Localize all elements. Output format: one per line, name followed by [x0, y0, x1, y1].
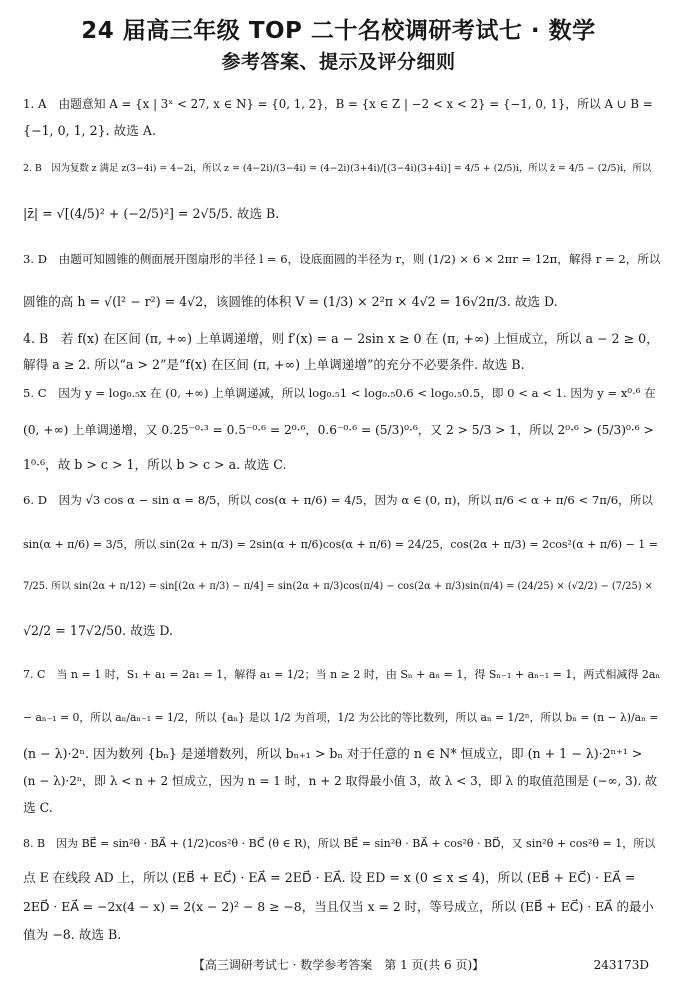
answer-line: (n − λ)·2ⁿ，即 λ < n + 2 恒成立，因为 n = 1 时，n + 2 取得最小值 3，故 λ < 3，即 λ 的取值范围是 (−∞, 3). 故	[23, 774, 658, 788]
answer-line: (0, +∞) 上单调递增，又 0.25⁻⁰·³ = 0.5⁻⁰·⁶ = 2⁰·⁶，0.6⁻⁰·⁶ = (5/3)⁰·⁶，又 2 > 5/3 > 1，所以 2⁰·⁶ > (5/3)⁰·⁶ >	[23, 423, 654, 437]
answer-line: 值为 −8. 故选 B.	[23, 927, 122, 942]
answer-line: 解得 a ≥ 2. 所以“a > 2”是“f(x) 在区间 (π, +∞) 上单调递增”的充分不必要条件. 故选 B.	[23, 357, 525, 372]
answer-line: 圆锥的高 h = √(l² − r²) = 4√2，该圆锥的体积 V = (1/3) × 2²π × 4√2 = 16√2π/3. 故选 D.	[23, 294, 558, 309]
answer-line: √2/2 = 17√2/50. 故选 D.	[23, 623, 174, 638]
answer-line: 4. B 若 f(x) 在区间 (π, +∞) 上单调递增，则 f′(x) = a − 2sin x ≥ 0 在 (π, +∞) 上恒成立，所以 a − 2 ≥ 0，	[23, 331, 659, 346]
page-title: 24 届高三年级 TOP 二十名校调研考试七 · 数学	[81, 18, 596, 44]
answer-line: {−1, 0, 1, 2}. 故选 A.	[23, 123, 156, 138]
answer-line: 2ED⃗ · EA⃗ = −2x(4 − x) = 2(x − 2)² − 8 ≥ −8，当且仅当 x = 2 时，等号成立，所以 (EB⃗ + EC⃗) · EA⃗ 的最小	[23, 899, 654, 914]
document-code: 243173D	[593, 958, 649, 972]
answer-line: 5. C 因为 y = log₀.₅x 在 (0, +∞) 上单调递减，所以 log₀.₅1 < log₀.₅0.6 < log₀.₅0.5，即 0 < a < 1. 因为 y = x⁰·⁶ 在	[23, 386, 656, 400]
answer-line: 选 C.	[23, 800, 53, 815]
page-subtitle: 参考答案、提示及评分细则	[221, 51, 456, 73]
answer-line: 6. D 因为 √3 cos α − sin α = 8/5，所以 cos(α + π/6) = 4/5，因为 α ∈ (0, π)，所以 π/6 < α + π/6 < 7π/6，所以	[23, 493, 653, 507]
answer-line: 3. D 由题可知圆锥的侧面展开图扇形的半径 l = 6，设底面圆的半径为 r，则 (1/2) × 6 × 2πr = 12π，解得 r = 2，所以	[23, 252, 661, 266]
answer-line: |z̄| = √[(4/5)² + (−2/5)²] = 2√5/5. 故选 B.	[23, 206, 280, 221]
answer-line: 7/25. 所以 sin(2α + π/12) = sin[(2α + π/3) − π/4] = sin(2α + π/3)cos(π/4) − cos(2α + π/3)sin(π/4) = (24/25) × (√2/2) − (7/25) ×	[23, 581, 653, 592]
answer-line: 1⁰·⁶，故 b > c > 1，所以 b > c > a. 故选 C.	[23, 457, 287, 472]
answer-line: 7. C 当 n = 1 时，S₁ + a₁ = 2a₁ = 1，解得 a₁ = 1/2；当 n ≥ 2 时，由 Sₙ + aₙ = 1，得 Sₙ₋₁ + aₙ₋₁ = 1，两式相减得 2aₙ	[23, 668, 661, 681]
answer-line: 2. B 因为复数 z 满足 z(3−4i) = 4−2i，所以 z = (4−2i)/(3−4i) = (4−2i)(3+4i)/[(3−4i)(3+4i)] = 4/5 + (2/5)i，所以 z̄ = 4/5 − (2/5)i，所以	[23, 163, 652, 174]
answer-line: 8. B 因为 BE⃗ = sin²θ · BA⃗ + (1/2)cos²θ · BC⃗ (θ ∈ R)，所以 BE⃗ = sin²θ · BA⃗ + cos²θ · BD⃗，又 sin²θ + cos²θ = 1，所以	[23, 837, 656, 850]
answer-line: sin(α + π/6) = 3/5，所以 sin(2α + π/3) = 2sin(α + π/6)cos(α + π/6) = 24/25，cos(2α + π/3) = 2cos²(α + π/6) − 1 =	[23, 538, 659, 551]
answer-line: 1. A 由题意知 A = {x | 3ˣ < 27, x ∈ N} = {0, 1, 2}，B = {x ∈ Z | −2 < x < 2} = {−1, 0, 1}，所以 A ∪ B =	[23, 97, 653, 111]
answer-line: − aₙ₋₁ = 0，所以 aₙ/aₙ₋₁ = 1/2，所以 {aₙ} 是以 1/2 为首项，1/2 为公比的等比数列，所以 aₙ = 1/2ⁿ，所以 bₙ = (n − λ)/aₙ =	[23, 711, 659, 724]
answer-line: 点 E 在线段 AD 上，所以 (EB⃗ + EC⃗) · EA⃗ = 2ED⃗ · EA⃗. 设 ED = x (0 ≤ x ≤ 4)，所以 (EB⃗ + EC⃗) · EA⃗ =	[23, 870, 636, 885]
footer-text: 【高三调研考试七 · 数学参考答案 第 1 页(共 6 页)】	[192, 958, 485, 972]
answer-line: (n − λ)·2ⁿ. 因为数列 {bₙ} 是递增数列，所以 bₙ₊₁ > bₙ 对于任意的 n ∈ N* 恒成立，即 (n + 1 − λ)·2ⁿ⁺¹ >	[23, 746, 643, 761]
